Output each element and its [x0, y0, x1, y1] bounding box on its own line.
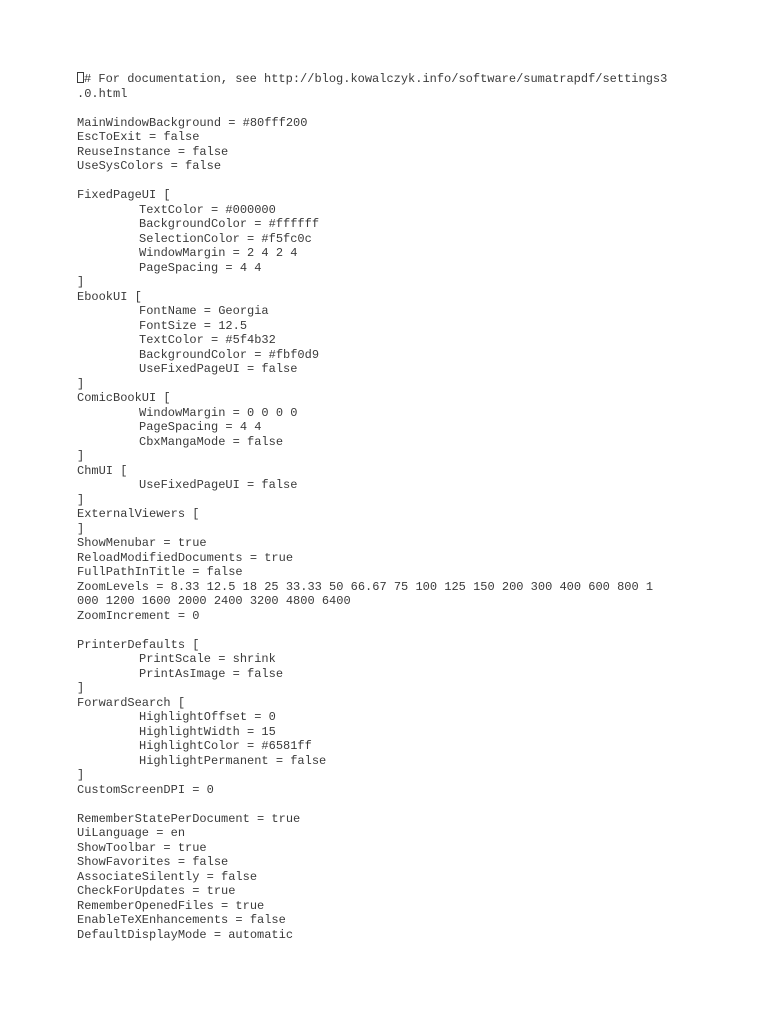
line-text: ReloadModifiedDocuments = true	[77, 550, 294, 565]
line-text: HighlightOffset = 0	[139, 710, 276, 724]
setting-line-indented	[77, 203, 737, 218]
line-text: WindowMargin = 0 0 0 0	[139, 405, 298, 420]
line-text: ]	[77, 449, 85, 463]
setting-line-indented	[77, 246, 737, 261]
line-text: CheckForUpdates = true	[77, 884, 236, 898]
blank-line	[77, 174, 737, 189]
setting-line	[77, 391, 737, 406]
line-text: HighlightColor = #6581ff	[139, 739, 312, 753]
setting-line-indented	[77, 333, 737, 348]
line-text: ]	[77, 492, 85, 507]
setting-line	[77, 116, 737, 131]
setting-line-indented	[77, 667, 737, 682]
line-text: FixedPageUI [	[77, 188, 171, 202]
line-text: ForwardSearch [	[77, 695, 186, 710]
setting-line	[77, 681, 737, 696]
setting-line	[77, 290, 737, 305]
setting-line	[77, 507, 737, 522]
setting-line-indented	[77, 710, 737, 725]
line-text: ]	[77, 376, 85, 391]
line-text: .0.html	[77, 86, 128, 101]
line-text: ZoomIncrement = 0	[77, 608, 200, 623]
setting-line-indented	[77, 348, 737, 363]
setting-line-indented	[77, 725, 737, 740]
line-text: FontSize = 12.5	[139, 318, 248, 333]
line-text: ]	[77, 681, 85, 695]
line-text: WindowMargin = 2 4 2 4	[139, 246, 298, 260]
line-text: BackgroundColor = #fbf0d9	[139, 347, 320, 362]
blank-line	[77, 623, 737, 638]
setting-line-indented	[77, 478, 737, 493]
line-text: UseFixedPageUI = false	[139, 478, 298, 492]
setting-line	[77, 493, 737, 508]
line-text: ZoomLevels = 8.33 12.5 18 25 33.33 50 66.67 75 100 125 150 200 300 400 600 800 1	[77, 579, 654, 594]
line-text: UseFixedPageUI = false	[139, 362, 298, 376]
line-text: ]	[77, 275, 85, 289]
setting-line	[77, 72, 737, 87]
setting-line	[77, 928, 737, 943]
line-text: ChmUI [	[77, 463, 128, 478]
setting-line	[77, 464, 737, 479]
line-text: FullPathInTitle = false	[77, 565, 243, 579]
line-text: ExternalViewers [	[77, 507, 200, 521]
setting-line	[77, 377, 737, 392]
line-text: MainWindowBackground = #80fff200	[77, 115, 308, 130]
setting-line	[77, 580, 737, 595]
setting-line	[77, 145, 737, 160]
setting-line	[77, 130, 737, 145]
blank-line	[77, 797, 737, 812]
setting-line	[77, 638, 737, 653]
line-text: 000 1200 1600 2000 2400 3200 4800 6400	[77, 594, 351, 608]
line-text: FontName = Georgia	[139, 304, 269, 318]
line-text: ShowMenubar = true	[77, 536, 207, 550]
line-text: UiLanguage = en	[77, 826, 186, 840]
setting-line-indented	[77, 232, 737, 247]
line-text: CbxMangaMode = false	[139, 434, 284, 449]
line-text: TextColor = #000000	[139, 202, 276, 217]
settings-text-body	[77, 72, 737, 942]
setting-line	[77, 188, 737, 203]
line-text: AssociateSilently = false	[77, 869, 258, 884]
line-text: BackgroundColor = #ffffff	[139, 217, 320, 231]
setting-line-indented	[77, 420, 737, 435]
blank-line	[77, 101, 737, 116]
setting-line	[77, 812, 737, 827]
setting-line	[77, 826, 737, 841]
setting-line-indented	[77, 362, 737, 377]
setting-line-indented	[77, 304, 737, 319]
setting-line	[77, 536, 737, 551]
line-text: ComicBookUI [	[77, 391, 171, 405]
setting-line	[77, 768, 737, 783]
setting-line	[77, 551, 737, 566]
line-text: PrintScale = shrink	[139, 652, 276, 666]
line-text: UseSysColors = false	[77, 159, 222, 173]
setting-line	[77, 275, 737, 290]
setting-line	[77, 565, 737, 580]
setting-line-indented	[77, 319, 737, 334]
line-text: CustomScreenDPI = 0	[77, 782, 214, 797]
setting-line	[77, 449, 737, 464]
line-text: SelectionColor = #f5fc0c	[139, 231, 312, 246]
line-text: EscToExit = false	[77, 130, 200, 144]
line-text: ]	[77, 521, 85, 536]
line-text: DefaultDisplayMode = automatic	[77, 927, 294, 942]
setting-line	[77, 609, 737, 624]
line-text: PageSpacing = 4 4	[139, 260, 262, 275]
setting-line	[77, 884, 737, 899]
line-text: HighlightWidth = 15	[139, 724, 276, 739]
line-text: ShowFavorites = false	[77, 855, 229, 869]
setting-line-indented	[77, 754, 737, 769]
line-text: # For documentation, see http://blog.kowalczyk.info/software/sumatrapdf/settings3	[84, 72, 668, 86]
setting-line	[77, 87, 737, 102]
line-text: ]	[77, 768, 85, 782]
setting-line-indented	[77, 435, 737, 450]
setting-line	[77, 899, 737, 914]
setting-line-indented	[77, 652, 737, 667]
line-text: PrinterDefaults [	[77, 637, 200, 652]
line-text: RememberOpenedFiles = true	[77, 898, 265, 913]
setting-line	[77, 159, 737, 174]
setting-line	[77, 594, 737, 609]
setting-line-indented	[77, 217, 737, 232]
line-text: PrintAsImage = false	[139, 666, 284, 681]
setting-line-indented	[77, 739, 737, 754]
setting-line-indented	[77, 261, 737, 276]
line-text: RememberStatePerDocument = true	[77, 811, 301, 826]
line-text: TextColor = #5f4b32	[139, 333, 276, 347]
setting-line	[77, 783, 737, 798]
setting-line	[77, 913, 737, 928]
setting-line	[77, 870, 737, 885]
line-text: ReuseInstance = false	[77, 144, 229, 159]
line-text: ShowToolbar = true	[77, 840, 207, 855]
line-text: EbookUI [	[77, 289, 142, 304]
line-text: PageSpacing = 4 4	[139, 420, 262, 434]
setting-line	[77, 696, 737, 711]
line-text: HighlightPermanent = false	[139, 753, 327, 768]
line-text: EnableTeXEnhancements = false	[77, 913, 286, 927]
setting-line	[77, 522, 737, 537]
setting-line-indented	[77, 406, 737, 421]
setting-line	[77, 855, 737, 870]
missing-glyph-box-icon	[77, 72, 84, 83]
setting-line	[77, 841, 737, 856]
